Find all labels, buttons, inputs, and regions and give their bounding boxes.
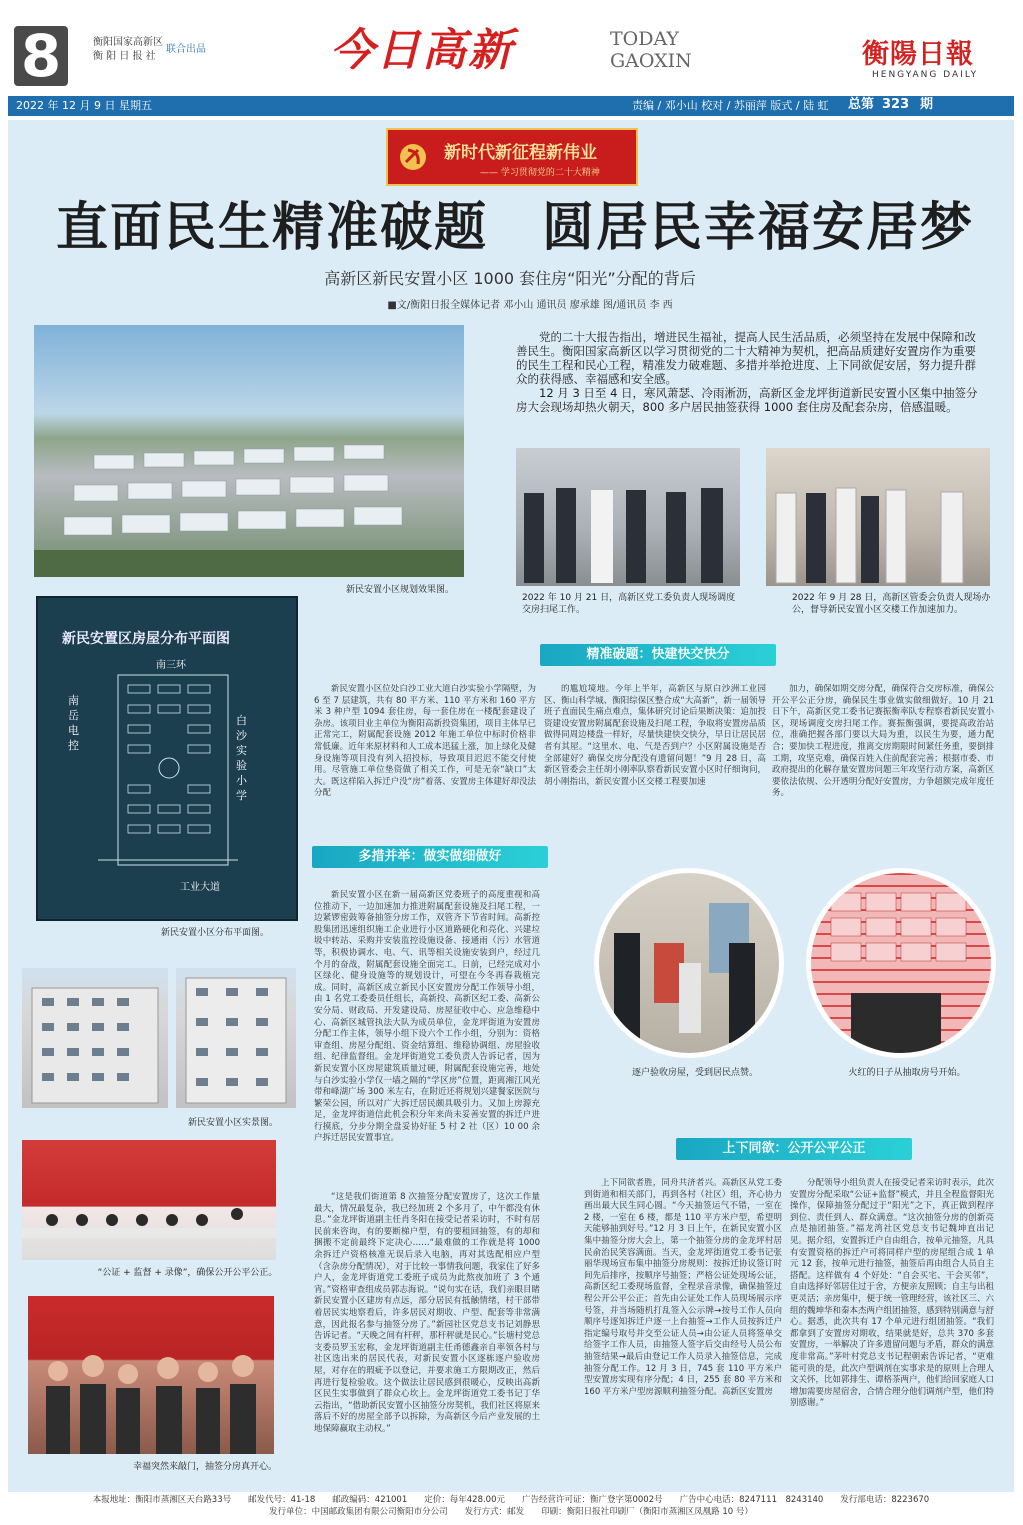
headline: 直面民生精准破题 圆居民幸福安居梦 [55, 197, 974, 258]
map-west-label: 南岳电控 [68, 694, 79, 752]
s1-text-a: 新民安置小区位处白沙工业大道白沙实验小学隔壁，为 6 至 7 层建筑，共有 80 平方米、110 平方米和 160 平方米 3 种户型 1094 套住房，每一套住房在一楼配套建设了杂房。该项目业主单位为衡阳高新投资集团，项目主体早已正常完工，附属配套设施 2012 年施工单位中标时价格非常低廉。近年来原材料和人工成本迅猛上涨，加上绿化及健身设施等项目没有列入招投标，导致项目迟迟不能交付使用。尽管施工单位垫资做了相关工作，可是无奈“缺口”太大。既这样陷入拆迁户没“房”着落、安置房主体建好却没法分配 [314, 684, 536, 799]
issue-date: 2022 年 12 月 9 日 星期五 [16, 99, 152, 112]
s1-column-a [314, 684, 536, 842]
s3-column-a [584, 1178, 782, 1470]
crowd-image [28, 1296, 274, 1454]
publisher-line1: 衡阳国家高新区 [93, 37, 163, 48]
inspection-photo-2 [766, 448, 990, 586]
s3-text-b: 分配领导小组负责人在接受记者采访时表示，此次安置房分配采取“公证+监督”模式，并且全程监督阳光操作，保障抽签分配过于“阳光”之下，真正做到程序到位、责任到人、群众满意。“这次抽签分房的创新亮点是抽团抽签。”福龙湾社区党总支书记魏坤直出记见。据介绍，安置拆迁户自由组合，按单元抽签，凡具有安置资格的拆迁户可将同样户型的房屋组合成 1 单元 12 套，按单元进行抽签，抽签后再由组合人员自主搭配。这样做有 4 个好处：“自会买宅、干会买邻”，自由选择好邻居住过于舍，方便亲友照顾；自主与出租更灵活；亲房集中，便于统一管理经营，该社区三、六组的魏坤华和秦本杰两户组团抽签，感到特别满意与舒心。据悉，此次共有 17 个单元进行组团抽签。“我们都拿到了安置房对期收，结果就是好，总共 370 多套安置房，一举解决了许多遗留问题与矛盾，群众的满意度非常高。”茅叶村党总支书记程朝索告诉记者，“更难能可贵的是，此次户型调剂在实事求是的原则上合理人文关怀，比如郭排生、谭格茶两户，他们给回家庭人口增加需要房屋宿舍，合情合理分他们调剂户型，他们特别感谢。” [790, 1178, 994, 1409]
page-number: 8 [14, 26, 68, 86]
aerial-photo [34, 325, 464, 577]
s3-column-b [790, 1178, 994, 1470]
caption-photo1: 2022 年 10 月 21 日，高新区党工委负责人现场调度交房扫尾工作。 [522, 593, 736, 615]
s1-text-b: 的尴尬境地。今年上半年，高新区与原白沙洲工业园区、衡山科学城、衡阳综保区整合成“大高新”，新一届领导班子直面民生痛点难点，集体研究讨论后果断决策：追加投资建设安置房附属配套设施及扫尾工程，争取将安置房品质做得同周边楼盘一样好，尽量快建快交快分，早日让居民居者有其屋。“这里水、电、气是否到户？小区附属设施是否全部建好？确保交房分配没有遗留问题！”9 月 28 日，高新区管委会主任胡小刚率队察看新民安置小区时仔细询问，胡小刚指出，新民安置小区交楼工程要加速 [544, 684, 766, 787]
s2-column-b [314, 1192, 540, 1474]
lead-paragraph-1: 党的二十大报告指出，增进民生福祉，提高人民生活品质，必须坚持在发展中保障和改善民生。衡阳国家高新区以学习贯彻党的二十大精神为契机，把高品质建好安置房作为重要的民生工程和民心工程，精准发力破难题、多措并举抢进度、上下同欲促安居，努力提升群众的获得感、幸福感和安全感。 [516, 330, 976, 386]
officials-figures-image-2 [766, 448, 990, 586]
apartment-building-image-2 [176, 968, 296, 1108]
aerial-buildings-image [34, 325, 464, 577]
issue-number: 323 [882, 97, 910, 112]
section-heading-3: 上下同欲：公开公平公正 [676, 1138, 912, 1160]
lottery-board-image [811, 873, 991, 1053]
logo-en-2: GAOXIN [610, 50, 692, 72]
joint-production: 联合出品 [166, 44, 206, 55]
s2-text-b: “这是我们街道第 8 次抽签分配安置房了，这次工作量最大，情况最复杂，我已经加班 2 个多月了，中午都没有休息。”金龙坪街道副主任肖冬阳在接受记者采访时，不时有居民前来咨询，有的要断梯户型，有的要租回抽签，有的却和捆搬不定前最终下定决心……“最难做的工作就是将 1000 余拆迁户资格核准无误后录入电脑，再对其选配相应户型（含杂房分配情况），对于比较一事情我问题，我家住了好多户人，金龙坪街道党工委班子成员为此熬夜加班了 3 个通宵。”资格审查组成员郭志海说。“说句实在话，我们亲眼目睹新民安置小区建房有点远，部分居民有抵触情绪，村干部带着居民实地察看后，许多居民对期收、户型、配套等非常满意，因此报名参与抽签分房了。”新园社区党总支书记刘静思告诉记者。“天晚之间有杆秤，那杆秤就是民心。”长塘村党总支委员罗玉宏称，金龙坪街道副主任甬德鑫亲自率领各村与社区选出来的居民代表，对新民安置小区逐栋逐户验收房屋，对存在的瑕疵予以登记，并要求施工方限期改正，然后再进行复检验收。这个做法让居民感到很暖心，反映出高新区民生实事做到了群众心坎上。金龙坪街道党工委书记丁华云指出，“借助新民安置小区抽签分房契机，我们社区将原来落后不好的房屋全部予以拆除，为高新区今后产业发展的土地保障赢取主动权。” [314, 1192, 540, 1434]
caption-real: 新民安置小区实景图。 [187, 1118, 278, 1128]
banner-title: 新时代新征程新伟业 [444, 143, 597, 163]
section-logo: 今日高新 [330, 25, 514, 76]
lead-paragraph-2: 12 月 3 日至 4 日，寒风萧瑟、冷雨淅沥，高新区金龙坪街道新民安置小区集中抽签分房大会现场却热火朝天，800 多户居民抽签获得 1000 套住房及配套杂房，倍感温暖。 [516, 386, 978, 414]
caption-happy: 幸福突然来敲门，抽签分房真开心。 [132, 1462, 277, 1472]
issue-label: 总第 [848, 97, 875, 112]
site-plan-map [36, 596, 298, 921]
caption-notary: “公证 + 监督 + 录像”，确保公开公平公正。 [97, 1268, 278, 1278]
map-east-label: 白沙实验小学 [236, 714, 247, 802]
s1-column-c [772, 684, 994, 842]
party-emblem-icon [398, 142, 428, 172]
officials-figures-image [516, 448, 740, 586]
caption-photo2: 2022 年 9 月 28 日，高新区管委会负责人现场办公，督导新民安置小区交楼工作加速加力。 [792, 593, 991, 615]
caption-map: 新民安置小区分布平面图。 [160, 928, 269, 938]
s3-text-a: 上下同欲者胜，同舟共济者兴。高新区从党工委到街道和相关部门，再到各村（社区）组，齐心协力画出最大民生同心圆。“今天抽签运气不错，一室在 2 楼，一室在 6 楼，都是 110 平方米户型，希望明天能够抽到好号。”12 月 3 日上午，在新民安置小区集中抽签分房大会上，第一个抽签分房的金龙坪村居民俞治民笑容满面。当天，金龙坪街道党工委书记张丽华现场宣布集中抽签分房规则：按拆迁协议签订时间先后排序，按顺序号抽签；严格公证处现场公证，高新区纪工委现场监督，全程录音录像，确保抽签过程公开公平公正；首先由公证处工作人员现场展示序号签，并当场随机打乱签入公示牌→按号工作人员向顺序号逐知拆迁户逐一上台抽签→工作人员按拆迁户指定编号取号并交至公证人员→由公证人员将签单交给签字工作人员，由抽签人签字后交由经号人员公布抽签结果→最后由登记工作人员录入抽签信息，完成抽签分配工作。12 月 3 日，745 套 110 平方米户型安置房实现有序分配；4 日，255 套 80 平方米和 160 平方米户型房源顺利抽签分配。高新区安置房 [584, 1178, 782, 1397]
caption-check: 逐户验收房屋，受到居民点赞。 [631, 1068, 758, 1078]
lead-paragraphs [516, 330, 986, 414]
inspection-photo-1 [516, 448, 740, 586]
real-photo-2 [176, 968, 296, 1108]
map-south-label: 工业大道 [180, 882, 220, 893]
paper-logo: 衡陽日報 [862, 39, 974, 70]
theme-banner [386, 128, 638, 186]
issue-unit: 期 [920, 97, 934, 112]
map-title: 新民安置区房屋分布平面图 [62, 631, 230, 647]
footer [8, 1494, 1014, 1518]
publisher-line2: 衡 阳 日 报 社 [93, 51, 156, 62]
real-photo-1 [22, 968, 168, 1108]
s2-column-a [314, 890, 540, 1210]
map-blocks-image [98, 670, 238, 870]
editors: 责编 / 邓小山 校对 / 苏丽萍 版式 / 陆 虹 [632, 99, 829, 112]
footer-line1: 本报地址：衡阳市蒸湘区天台路33号 邮发代号：41-18 邮政编码：421001 定价：每年428.00元 广告经营许可证：衡广登字第0002号 广告中心电话：8247111 8243140 发行部电话：8223670 [92, 1495, 930, 1505]
logo-en-1: TODAY [610, 28, 679, 50]
info-bar [8, 96, 1014, 116]
apartment-building-image [22, 968, 168, 1108]
section-heading-1: 精准破题：快建快交快分 [540, 644, 776, 666]
caption-aerial: 新民安置小区规划效果图。 [345, 585, 454, 595]
subtitle: 高新区新民安置小区 1000 套住房“阳光”分配的背后 [324, 269, 696, 288]
notary-photo [22, 1140, 276, 1260]
stage-meeting-image [22, 1140, 276, 1260]
happy-residents-photo [28, 1296, 274, 1454]
s1-text-c: 加力，确保如期交房分配，确保符合交房标准，确保公开公平公正分房，确保民生事业做实做细做好。10 月 21 日下午，高新区党工委书记赛振衡率队专程察看新民安置小区，现场调度交房扫尾工作。赛振衡强调，要提高政治站位，准确把握各部门要以大局为重，以民生为要，通力配合；要加快工程进度，推离交房期限时间紧任务重，要倒排工期，攻坚克难，确保百姓入住前配套完善；根据市委、市政府提出的化解存量安置房问题三年攻坚行动方案，高新区要依法依规、公开透明分配好安置房，力争超额完成年度任务。 [772, 684, 994, 799]
room-check-photo [594, 868, 784, 1058]
s1-column-b [544, 684, 766, 842]
map-north-label: 南三环 [156, 660, 186, 671]
lottery-board-photo [806, 868, 996, 1058]
section-heading-2: 多措并举：做实做细做好 [312, 846, 548, 868]
paper-logo-en: HENGYANG DAILY [872, 70, 979, 80]
s2-text-a: 新民安置小区在新一届高新区党委班子的高度重视和高位推动下，一边加速加力推进附属配套设施及扫尾工程，一边紧锣密鼓筹备抽签分房工作，双管齐下节省时间。高新控股集团迅速组织施工企业进行小区道路硬化和亮化、兴建垃圾中转站、采购并安装监控设施设备、接通雨（污）水管道等，积极协调水、电、气、讯等相关设施安装到户，经过几个月的奋战，附属配套设施全面完工。日前，已经完成对小区绿化、健身设施等的规划设计，可望在今冬再春栽植完成。同时，高新区成立新民小区安置房分配工作领导小组，由 1 名党工委委员任组长，高新投、高新区纪工委、高新公安分局、财政局、开发建设局、房屋征收中心、应急维稳中心、高新区城管执法大队为成员单位，金龙坪街道为安置房分配工作主体，领导小组下设六个工作小组，分别为：资格审查组、房屋分配组、资金结算组、维稳协调组、房屋验收组、纪律监督组。金龙坪街道党工委负责人告诉记者，因为新民安置小区房屋建筑质量过硬，附属配套设施完善，地处与白沙实验小学仅一墙之隔的“学区房”位置，距离湘江风光带和峰湖广场 300 米左右，在附近还将规划兴建餐家医院与繁荣公园，所以对广大拆迁居民颇具吸引力。又加上房源充足，金龙坪街道信此机会积分年来尚未妥善安置的拆迁户进行摸底，分步分期全盘妥协好征 5 村 2 社（区）10 00 余户拆迁居民安置事宜。 [314, 890, 540, 1144]
byline: ■文/衡阳日报全媒体记者 邓小山 通讯员 廖承雄 图/通讯员 李 西 [387, 300, 673, 311]
caption-lottery: 火红的日子从抽取房号开始。 [848, 1068, 966, 1078]
banner-subtitle: —— 学习贯彻党的二十大精神 [480, 168, 600, 178]
footer-line2: 发行单位：中国邮政集团有限公司衡阳市分公司 发行方式：邮发 印刷：衡阳日报社印刷厂（衡阳市蒸湘区凤凰路 10 号） [269, 1507, 753, 1517]
room-check-image [599, 873, 779, 1053]
